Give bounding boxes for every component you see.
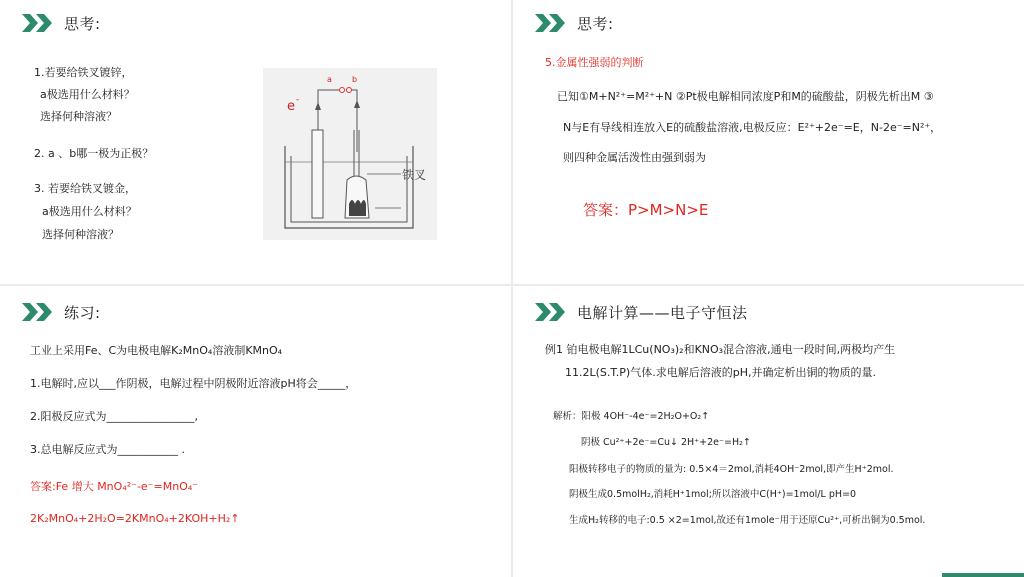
solution-line2: 阴极 Cu²⁺+2e⁻=Cu↓ 2H⁺+2e⁻=H₂↑ — [581, 437, 751, 448]
double-chevron-icon — [22, 303, 56, 321]
panel2-title: 思考: — [577, 14, 614, 33]
slide-panel-2 — [513, 0, 1024, 284]
panel1-title: 思考: — [64, 14, 101, 33]
panel3-q2: 2.阳极反应式为________________, — [30, 410, 198, 423]
fig-fork-label: 铁叉 — [402, 168, 427, 182]
fig-label-a: a — [327, 75, 332, 84]
panel3-answer2: 2K₂MnO₄+2H₂O=2KMnO₄+2KOH+H₂↑ — [30, 512, 240, 525]
accent-bar — [942, 573, 1024, 577]
slide-panel-4 — [513, 286, 1024, 577]
double-chevron-icon — [22, 14, 56, 32]
solution-line1: 解析：阳极 4OH⁻-4e⁻=2H₂O+O₂↑ — [553, 411, 710, 422]
double-chevron-icon — [535, 14, 569, 32]
solution-line4: 阴极生成0.5molH₂,消耗H⁺1mol;所以溶液中C(H⁺)=1mol/L pH=0 — [569, 489, 856, 500]
panel3-q1: 1.电解时,应以___作阴极，电解过程中阴极附近溶液pH将会_____， — [30, 377, 357, 390]
panel2-heading: 5.金属性强弱的判断 — [545, 56, 644, 69]
panel3-q3: 3.总电解反应式为___________ . — [30, 443, 185, 456]
panel2-header — [535, 13, 614, 33]
panel4-title: 电解计算——电子守恒法 — [577, 303, 748, 322]
panel3-intro: 工业上采用Fe、C为电极电解K₂MnO₄溶液制KMnO₄ — [30, 344, 283, 357]
panel2-answer: 答案：P>M>N>E — [583, 201, 709, 219]
panel2-line3: 则四种金属活泼性由强到弱为 — [563, 151, 706, 164]
panel2-line1: 已知①M+N²⁺=M²⁺+N ②Pt极电解相同浓度P和M的硫酸盐，阴极先析出M ③ — [557, 90, 934, 103]
panel3-answer1: 答案:Fe 增大 MnO₄²⁻-e⁻=MnO₄⁻ — [30, 480, 199, 493]
panel3-title: 练习: — [64, 303, 101, 322]
fig-electron-sup: - — [296, 95, 300, 105]
q1-line2: a极选用什么材料？ — [40, 88, 135, 101]
panel3-header — [22, 302, 101, 322]
solution-line3: 阳极转移电子的物质的量为: 0.5×4＝2mol,消耗4OH⁻2mol,即产生H⁺2mol. — [569, 464, 894, 475]
fig-label-b: b — [352, 75, 358, 84]
electroplating-figure — [263, 68, 437, 240]
example-line2: 11.2L(S.T.P)气体.求电解后溶液的pH,并确定析出铜的物质的量. — [565, 366, 876, 379]
electrolysis-cell-diagram — [263, 68, 437, 240]
panel1-header — [22, 13, 101, 33]
double-chevron-icon — [535, 303, 569, 321]
slide-panel-1 — [0, 0, 511, 284]
fig-electron-label: e — [287, 99, 295, 114]
q2-line: 2. a 、b哪一极为正极？ — [34, 147, 154, 160]
panel2-line2: N与E有导线相连放入E的硫酸盐溶液,电极反应：E²⁺+2e⁻=E，N-2e⁻=N²⁺， — [563, 121, 942, 134]
q1-line3: 选择何种溶液？ — [40, 110, 117, 123]
q3-line1: 3. 若要给铁叉镀金， — [34, 182, 136, 195]
slide-panel-3 — [0, 286, 511, 577]
solution-line5: 生成H₂转移的电子:0.5 ×2=1mol,故还有1mole⁻用于还原Cu²⁺,可析出铜为0.5mol. — [569, 515, 926, 526]
q3-line2: a极选用什么材料？ — [42, 205, 137, 218]
example-line1: 例1 铂电极电解1LCu(NO₃)₂和KNO₃混合溶液,通电一段时间,两极均产生 — [545, 343, 896, 356]
panel4-header — [535, 302, 748, 322]
q1-line1: 1.若要给铁叉镀锌， — [34, 66, 133, 79]
q3-line3: 选择何种溶液？ — [42, 228, 119, 241]
